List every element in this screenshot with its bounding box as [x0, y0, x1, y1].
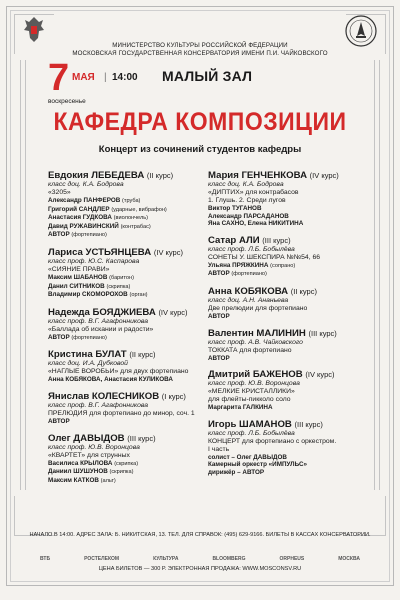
program-entry [48, 391, 198, 426]
teacher-class: класс проф. А.В. Чайковского [208, 338, 303, 346]
composer-label: Надежда БОЯДЖИЕВА [48, 306, 156, 318]
teacher-class: класс проф. В.Г. Агафонникова [48, 317, 149, 325]
performer-name: Александр ПАРСАДАНОВ [208, 212, 289, 220]
performer-line [48, 214, 198, 223]
work-title: «КВАРТЕТ» для струнных [48, 451, 130, 459]
frame-corner [346, 496, 386, 536]
performer-line [48, 274, 198, 283]
performer-line [208, 404, 368, 412]
work-title: 1. Глушь. 2. Среди лугов [208, 197, 286, 204]
performer-name: Александр ПАНФЕРОВ [48, 197, 121, 204]
work-title: «НАГЛЫЕ ВОРОБЬИ» для двух фортепиано [48, 368, 189, 376]
composer-course: (IV курс) [309, 171, 339, 180]
performer-line [208, 313, 368, 321]
conservatory-emblem-icon [344, 14, 378, 48]
performer-name: Григорий САНДЛЕР [48, 205, 110, 213]
performer-instrument: (труба) [122, 198, 141, 204]
teacher-class: класс проф. Ю.С. Каспарова [48, 257, 140, 265]
composer-name [208, 170, 368, 181]
performer-name: АВТОР [208, 312, 230, 320]
composer-label: Игорь ШАМАНОВ [208, 418, 292, 430]
frame-corner [14, 496, 54, 536]
sponsor-logo: МОСКВА [338, 556, 360, 562]
program-entry [208, 235, 368, 279]
teacher-class: класс проф. Ю.В. Воронцова [48, 443, 140, 451]
performer-instrument: (скрипка) [106, 283, 131, 290]
composer-label: Кристина БУЛАТ [48, 349, 127, 361]
performer-name: Данил СИТНИКОВ [48, 282, 105, 290]
composer-name [48, 349, 198, 360]
composer-label: Мария ГЕНЧЕНКОВА [208, 170, 307, 181]
composer-course: (III курс) [294, 419, 323, 429]
program-entry [208, 328, 368, 363]
performer-line [48, 460, 198, 469]
composer-course: (III курс) [127, 433, 156, 443]
performer-line [208, 270, 368, 279]
composer-course: (IV курс) [158, 307, 188, 317]
teacher-class: класс доц. А.Н. Ананьева [208, 296, 289, 304]
footer-address: НАЧАЛО В 14:00. АДРЕС ЗАЛА: Б. НИКИТСКАЯ, 13. ТЕЛ. ДЛЯ СПРАВОК: (495) 629-9166. БИЛЕТЫ В КАССАХ КОНСЕРВАТОРИИ. [29, 532, 371, 538]
composer-label: Олег ДАВЫДОВ [48, 432, 125, 444]
performer-name: АВТОР [208, 354, 230, 362]
performer-name: дирижёр – АВТОР [208, 468, 265, 476]
composer-course: (II курс) [129, 350, 156, 360]
program-left-column [48, 170, 198, 492]
performer-name: Яна САХНО, Елена НИКИТИНА [208, 220, 304, 228]
sponsor-logo: ВТБ [40, 556, 51, 562]
sponsor-logo: BLOOMBERG [212, 556, 246, 562]
composer-label: Янислав КОЛЕСНИКОВ [48, 390, 160, 402]
performer-name: Даниил ШУШУНОВ [48, 468, 108, 476]
ministry-line: МИНИСТЕРСТВО КУЛЬТУРЫ РОССИЙСКОЙ ФЕДЕРАЦИИ [112, 42, 288, 49]
program-entry [208, 419, 368, 477]
teacher-class: класс проф. Л.Б. Бобылёва [208, 429, 295, 437]
performer-name: Виктор ТУГАНОВ [208, 205, 262, 212]
teacher-class: класс проф. Ю.В. Воронцова [208, 380, 300, 388]
composer-course: (I курс) [161, 391, 186, 401]
concert-month: МАЯ [72, 72, 95, 83]
teacher-class: класс проф. Л.Б. Бобылёва [208, 245, 295, 253]
composer-course: (II курс) [290, 286, 317, 296]
performer-line [208, 213, 368, 221]
conservatory-line: МОСКОВСКАЯ ГОСУДАРСТВЕННАЯ КОНСЕРВАТОРИЯ ИМЕНИ П.И. ЧАЙКОВСКОГО [72, 50, 328, 57]
work-title: КОНЦЕРТ для фортепиано с оркестром. [208, 437, 337, 445]
performer-line [48, 206, 198, 215]
work-title: ПРЕЛЮДИЯ для фортепиано до минор, соч. 1 [48, 409, 195, 417]
performer-line [48, 376, 198, 384]
work-title: «СИЯНИЕ ПРАВИ» [48, 265, 110, 273]
composer-label: Дмитрий БАЖЕНОВ [208, 369, 303, 381]
program-right-column [208, 170, 368, 484]
footer-info [20, 532, 380, 539]
performer-line [48, 231, 198, 240]
composer-course: (II курс) [146, 171, 174, 180]
ministry-emblem-icon [20, 14, 48, 48]
teacher-class: класс доц. К.А. Бодрова [208, 181, 284, 188]
performer-line [48, 334, 198, 343]
performer-line [48, 223, 198, 232]
performer-line [208, 355, 368, 363]
composer-name [48, 307, 198, 318]
performer-instrument: (скрипка) [114, 460, 139, 467]
performer-instrument: (фортепиано) [231, 271, 267, 278]
ministry-header [60, 42, 340, 58]
page-subtitle: Концерт из сочинений студентов кафедры [98, 144, 302, 155]
program-entry [48, 307, 198, 343]
composer-label: Анна КОБЯКОВА [208, 285, 289, 297]
performer-name: Максим КАТКОВ [48, 476, 99, 484]
program-entry [208, 170, 368, 228]
composer-name [48, 170, 198, 181]
concert-day: 7 [48, 57, 70, 99]
composer-name [48, 391, 198, 402]
sponsor-logo: ORPHEUS [279, 556, 305, 562]
work-title: «МЕЛКИЕ КРИСТАЛЛИКИ» [208, 388, 295, 396]
sponsor-logo: КУЛЬТУРА [153, 556, 179, 562]
performer-instrument: (баритон) [109, 274, 134, 281]
work-title: Две прелюдии для фортепиано [208, 304, 308, 312]
composer-label: Евдокия ЛЕБЕДЕВА [48, 170, 145, 181]
work-title: СОНЕТЫ У. ШЕКСПИРА №№54, 66 [208, 253, 321, 261]
performer-line [48, 468, 198, 477]
performer-instrument: (ударные, вибрафон) [111, 206, 167, 213]
sponsor-logos [40, 554, 360, 564]
performer-line [48, 197, 198, 206]
date-separator: | [104, 72, 107, 83]
performer-line [208, 205, 368, 213]
work-title: ТОККАТА для фортепиано [208, 346, 292, 354]
composer-course: (III курс) [308, 328, 337, 338]
page-title: КАФЕДРА КОМПОЗИЦИИ [53, 106, 347, 136]
program-entry [208, 369, 368, 412]
performer-instrument: (виолончель) [113, 215, 149, 222]
composer-course: (IV курс) [305, 370, 335, 380]
hall-name: МАЛЫЙ ЗАЛ [162, 68, 253, 84]
performer-name: Камерный оркестр «ИМПУЛЬС» [208, 461, 307, 469]
work-title: I часть [208, 445, 230, 453]
performer-name: АВТОР [48, 231, 70, 239]
program-entry [48, 247, 198, 300]
concert-time: 14:00 [112, 72, 138, 83]
composer-name [48, 433, 198, 444]
program-entry [208, 286, 368, 321]
performer-instrument: (орган) [129, 292, 148, 299]
composer-name [208, 286, 368, 297]
performer-line [48, 291, 198, 300]
performer-name: Давид РУЖАВИНСКИЙ [48, 222, 119, 230]
teacher-class: класс доц. И.А. Дубковой [48, 360, 128, 368]
work-title: «Баллада об искании и радости» [48, 325, 154, 333]
performer-instrument: (альт) [100, 477, 116, 484]
work-title: для флейты-пикколо соло [208, 396, 291, 404]
composer-label: Валентин МАЛИНИН [208, 327, 306, 339]
performer-line [48, 418, 198, 426]
footer-price [20, 566, 380, 573]
performer-line [48, 477, 198, 486]
performer-name: Анна КОБЯКОВА, Анастасия КУЛИКОВА [48, 376, 173, 384]
performer-name: АВТОР [48, 417, 70, 425]
performer-line [208, 461, 368, 469]
performer-instrument: (контрабас) [120, 223, 151, 230]
composer-name [208, 235, 368, 246]
composer-name [208, 369, 368, 380]
composer-name [208, 328, 368, 339]
program-entry [48, 170, 198, 240]
program-entry [48, 433, 198, 486]
program-entry [48, 349, 198, 384]
composer-name [48, 247, 198, 258]
performer-name: Владимир СКОМОРОХОВ [48, 291, 128, 299]
composer-label: Лариса УСТЬЯНЦЕВА [48, 246, 152, 258]
performer-instrument: (сопрано) [270, 262, 296, 269]
performer-line [208, 262, 368, 271]
performer-name: АВТОР [208, 270, 230, 278]
teacher-class: класс проф. В.Г. Агафонникова [48, 401, 149, 409]
work-title: «ДИПТИХ» для контрабасов [208, 189, 299, 196]
composer-course: (IV курс) [153, 247, 183, 257]
performer-instrument: (фортепиано) [71, 232, 107, 239]
footer-tickets: ЦЕНА БИЛЕТОВ — 300 Р. ЭЛЕКТРОННАЯ ПРОДАЖА: WWW.MOSCONSV.RU [98, 566, 302, 572]
performer-name: АВТОР [48, 333, 70, 341]
concert-weekday: воскресенье [48, 98, 86, 105]
performer-name: Ульяна ПРЯЖКИНА [208, 261, 269, 269]
performer-instrument: (скрипка) [109, 469, 134, 476]
performer-name: солист – Олег ДАВЫДОВ [208, 453, 287, 461]
performer-name: Максим ШАБАНОВ [48, 273, 108, 281]
teacher-class: класс доц. К.А. Бодрова [48, 181, 124, 188]
work-title: «3205» [48, 189, 71, 196]
sponsor-logo: РОСТЕЛЕКОМ [84, 556, 120, 562]
performer-line [208, 220, 368, 228]
performer-name: Анастасия ГУДКОВА [48, 214, 112, 222]
composer-name [208, 419, 368, 430]
composer-label: Сатар АЛИ [208, 234, 260, 246]
performer-line [48, 283, 198, 292]
performer-name: Маргарита ГАЛКИНА [208, 404, 273, 412]
performer-instrument: (фортепиано) [71, 334, 107, 341]
performer-name: Василиса КРЫЛОВА [48, 459, 113, 467]
composer-course: (III курс) [262, 235, 291, 245]
performer-line [208, 469, 368, 477]
